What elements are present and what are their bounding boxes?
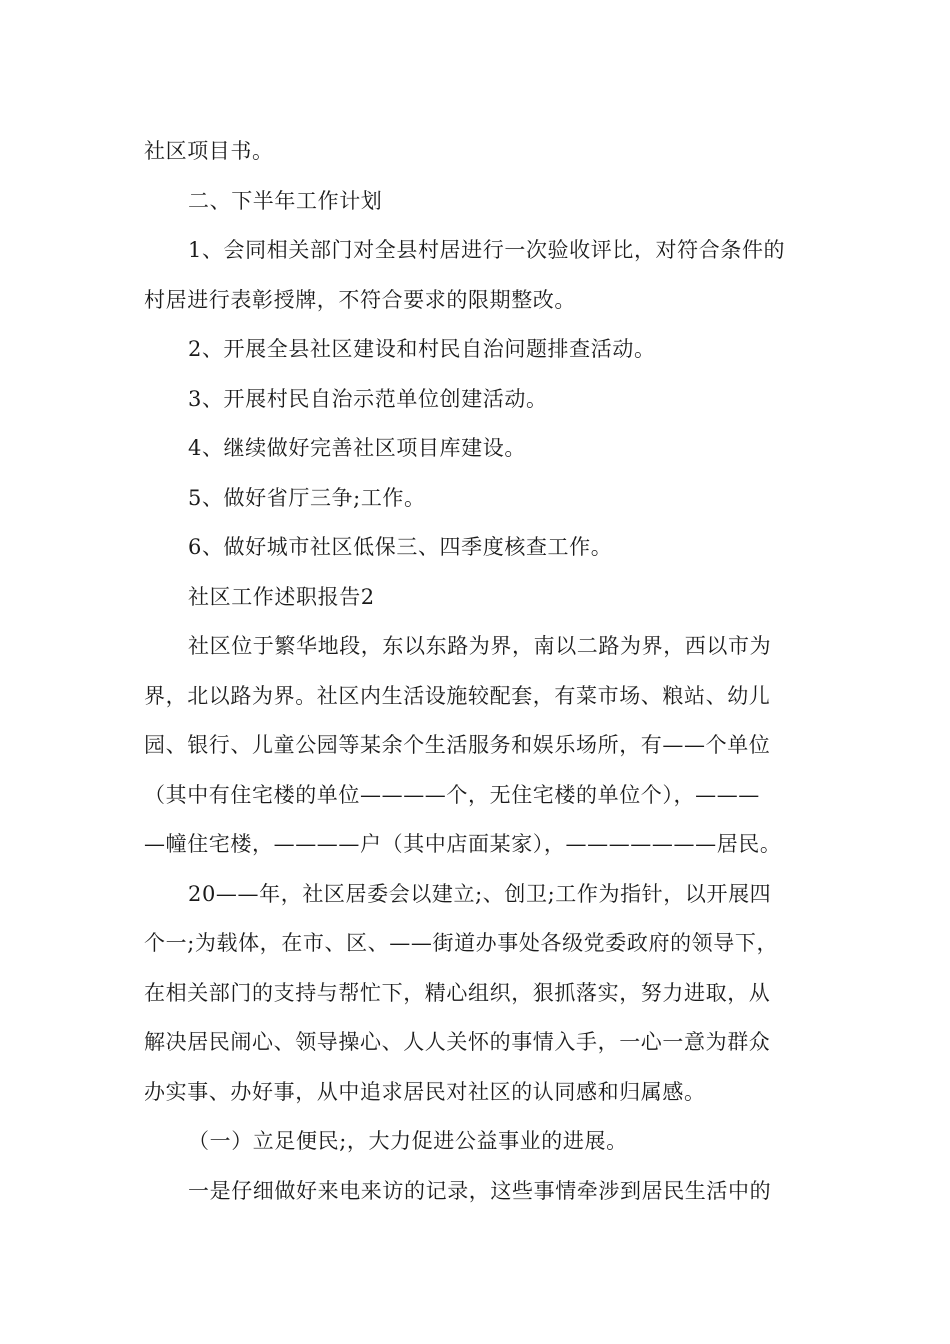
text-line: 3、开展村民自治示范单位创建活动。 <box>188 386 548 411</box>
text-line: 社区项目书。 <box>144 139 274 163</box>
text-line: 1、会同相关部门对全县村居进行一次验收评比，对符合条件的 <box>188 238 786 262</box>
text-line: 界，北以路为界。社区内生活设施较配套，有菜市场、粮站、幼儿 <box>144 683 771 708</box>
text-line: 办实事、办好事，从中追求居民对社区的认同感和归属感。 <box>144 1079 706 1104</box>
text-line: 村居进行表彰授牌，不符合要求的限期整改。 <box>144 287 576 312</box>
text-line: 二、下半年工作计划 <box>188 188 383 213</box>
text-line: 一是仔细做好来电来访的记录，这些事情牵涉到居民生活中的 <box>188 1178 772 1203</box>
text-line: —幢住宅楼，————户（其中店面某家），———————居民。 <box>144 832 782 856</box>
text-line: 在相关部门的支持与帮忙下，精心组织，狠抓落实，努力进取，从 <box>144 980 771 1005</box>
text-line: 2、开展全县社区建设和村民自治问题排查活动。 <box>188 337 656 361</box>
text-line: 20——年，社区居委会以建立;、创卫;工作为指针，以开展四 <box>188 881 772 906</box>
text-line: 6、做好城市社区低保三、四季度核查工作。 <box>188 535 613 559</box>
text-line: 5、做好省厅三争;工作。 <box>188 485 426 510</box>
text-line: 4、继续做好完善社区项目库建设。 <box>188 436 526 460</box>
document-body <box>144 127 808 1216</box>
text-line: 社区工作述职报告2 <box>188 584 375 609</box>
text-line: 解决居民闹心、领导操心、人人关怀的事情入手，一心一意为群众 <box>144 1030 771 1054</box>
text-line: 个一;为载体，在市、区、——街道办事处各级党委政府的领导下， <box>144 931 779 955</box>
text-line: （其中有住宅楼的单位————个，无住宅楼的单位个），——— <box>144 782 760 807</box>
text-line: 社区位于繁华地段，东以东路为界，南以二路为界，西以市为 <box>188 634 772 658</box>
text-line: 园、银行、儿童公园等某余个生活服务和娱乐场所，有——个单位 <box>144 733 771 757</box>
text-line: （一）立足便民;，大力促进公益事业的进展。 <box>188 1129 628 1153</box>
